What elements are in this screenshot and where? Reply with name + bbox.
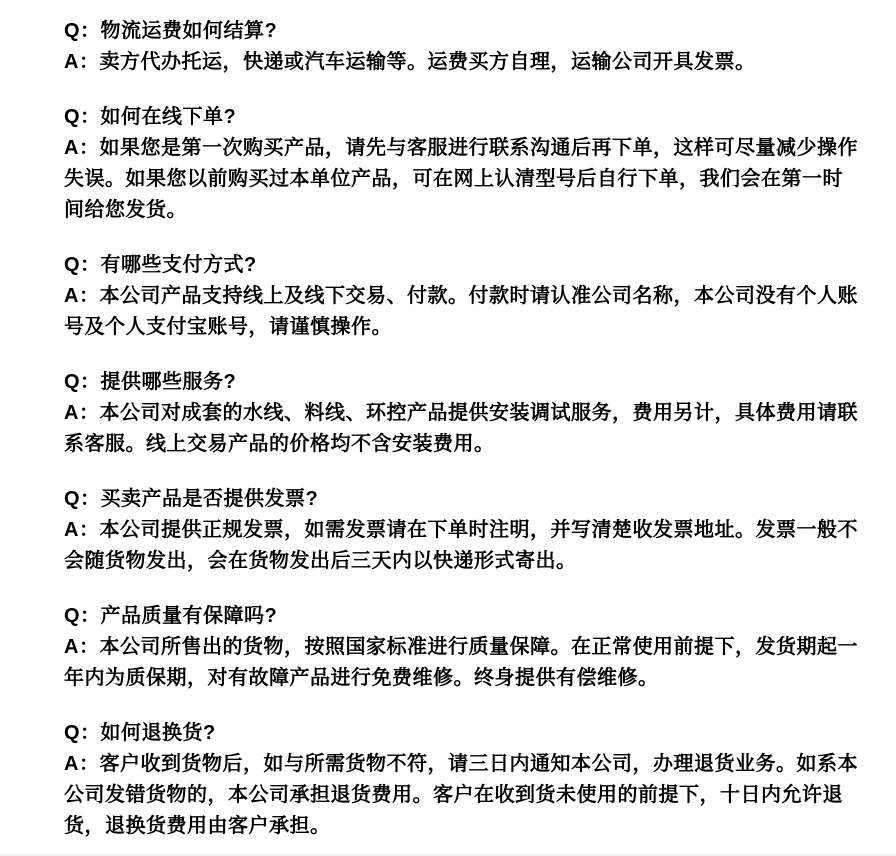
- faq-answer: A：本公司产品支持线上及线下交易、付款。付款时请认准公司名称，本公司没有个人账号及个人支付宝账号，请谨慎操作。: [64, 285, 858, 338]
- faq-question: Q：有哪些支付方式?: [64, 254, 257, 276]
- faq-question: Q：如何退换货?: [64, 722, 216, 744]
- faq-item: [64, 367, 862, 460]
- faq-question: Q：如何在线下单?: [64, 106, 237, 128]
- faq-item: [64, 16, 862, 78]
- faq-answer: A：本公司提供正规发票，如需发票请在下单时注明，并写清楚收发票地址。发票一般不会随货物发出，会在货物发出后三天内以快递形式寄出。: [64, 519, 858, 572]
- faq-answer: A：如果您是第一次购买产品，请先与客服进行联系沟通后再下单，这样可尽量减少操作失误。如果您以前购买过本单位产品，可在网上认清型号后自行下单，我们会在第一时间给您发货。: [64, 137, 858, 221]
- faq-question: Q：买卖产品是否提供发票?: [64, 488, 319, 510]
- faq-item: [64, 102, 862, 226]
- faq-answer: A：本公司对成套的水线、料线、环控产品提供安装调试服务，费用另计，具体费用请联系客服。线上交易产品的价格均不含安装费用。: [64, 402, 858, 455]
- faq-item: [64, 601, 862, 694]
- faq-item: [64, 484, 862, 577]
- faq-item: [64, 250, 862, 343]
- faq-question: Q：提供哪些服务?: [64, 371, 237, 393]
- faq-item: [64, 718, 862, 842]
- faq-answer: A：客户收到货物后，如与所需货物不符，请三日内通知本公司，办理退货业务。如系本公司发错货物的，本公司承担退货费用。客户在收到货未使用的前提下，十日内允许退货，退换货费用由客户承担。: [64, 753, 858, 837]
- faq-question: Q：物流运费如何结算?: [64, 20, 278, 42]
- faq-question: Q：产品质量有保障吗?: [64, 605, 278, 627]
- faq-answer: A：本公司所售出的货物，按照国家标准进行质量保障。在正常使用前提下，发货期起一年内为质保期，对有故障产品进行免费维修。终身提供有偿维修。: [64, 636, 858, 689]
- faq-answer: A：卖方代办托运，快递或汽车运输等。运费买方自理，运输公司开具发票。: [64, 51, 756, 73]
